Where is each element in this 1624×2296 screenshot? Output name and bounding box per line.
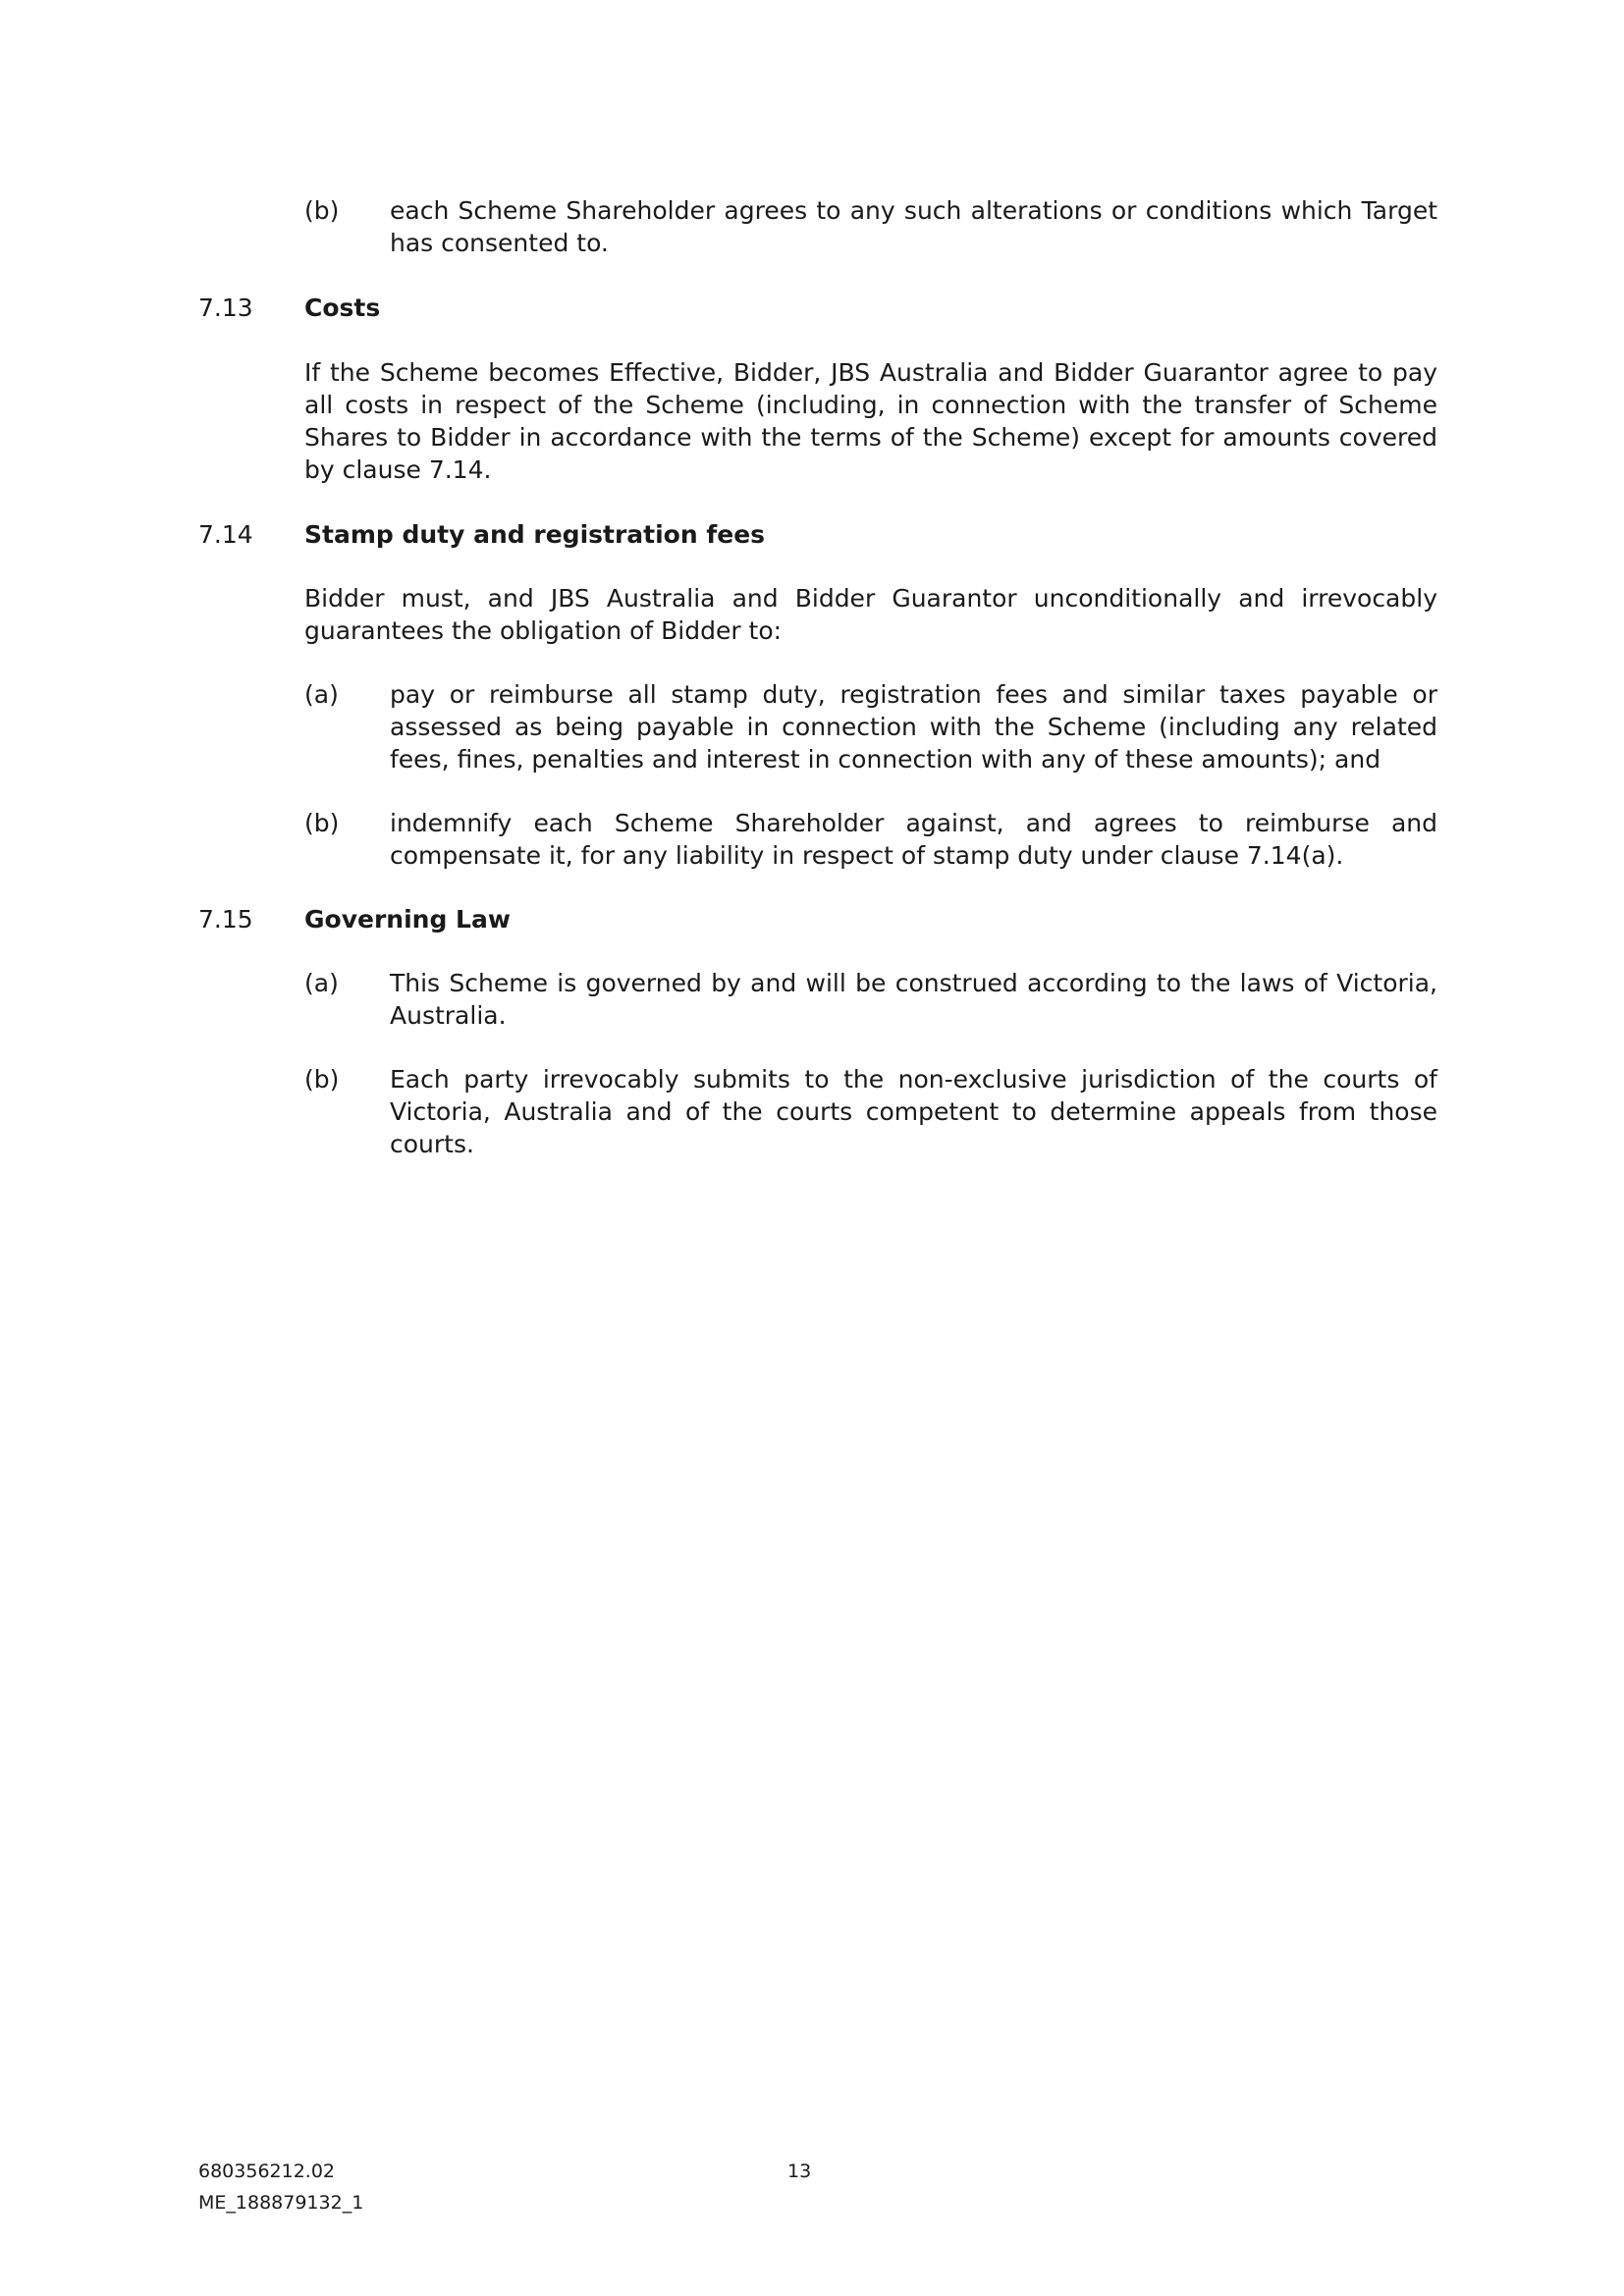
item-label: (a) bbox=[304, 680, 339, 709]
section-number: 7.13 bbox=[198, 294, 253, 322]
section-title: Governing Law bbox=[304, 905, 511, 934]
item-label: (b) bbox=[304, 196, 340, 225]
section-number: 7.14 bbox=[198, 520, 253, 549]
section-title: Costs bbox=[304, 294, 381, 322]
item-label: (a) bbox=[304, 969, 339, 997]
item-text: Each party irrevocably submits to the non-exclusive jurisdiction of the courts of Victoria, Australia and of the courts competent to determine appeals from those courts. bbox=[390, 1065, 1437, 1158]
section-title: Stamp duty and registration fees bbox=[304, 520, 766, 549]
section-paragraph: If the Scheme becomes Effective, Bidder, JBS Australia and Bidder Guarantor agree to pay all costs in respect of the Scheme (including, in connection with the transfer of Scheme Shares to Bidder in accordance with the terms of the Scheme) except for amounts covered by clause 7.14. bbox=[304, 358, 1437, 484]
section-number: 7.15 bbox=[198, 905, 253, 934]
section-paragraph: Bidder must, and JBS Australia and Bidder Guarantor unconditionally and irrevocably guarantees the obligation of Bidder to: bbox=[304, 584, 1437, 645]
page-number: 13 bbox=[787, 2161, 812, 2182]
item-label: (b) bbox=[304, 1065, 340, 1094]
footer-doc-id: ME_188879132_1 bbox=[198, 2192, 364, 2214]
item-text: pay or reimburse all stamp duty, registration fees and similar taxes payable or assessed as being payable in connection with the Scheme (including any related fees, fines, penalties and interest in connection with any of these amounts); and bbox=[390, 680, 1437, 774]
item-text: This Scheme is governed by and will be construed according to the laws of Victoria, Australia. bbox=[390, 969, 1437, 1030]
item-label: (b) bbox=[304, 809, 340, 837]
footer-doc-ref: 680356212.02 bbox=[198, 2161, 336, 2182]
item-text: indemnify each Scheme Shareholder against, and agrees to reimburse and compensate it, for any liability in respect of stamp duty under clause 7.14(a). bbox=[390, 809, 1437, 870]
item-text: each Scheme Shareholder agrees to any such alterations or conditions which Target has consented to. bbox=[390, 196, 1437, 257]
